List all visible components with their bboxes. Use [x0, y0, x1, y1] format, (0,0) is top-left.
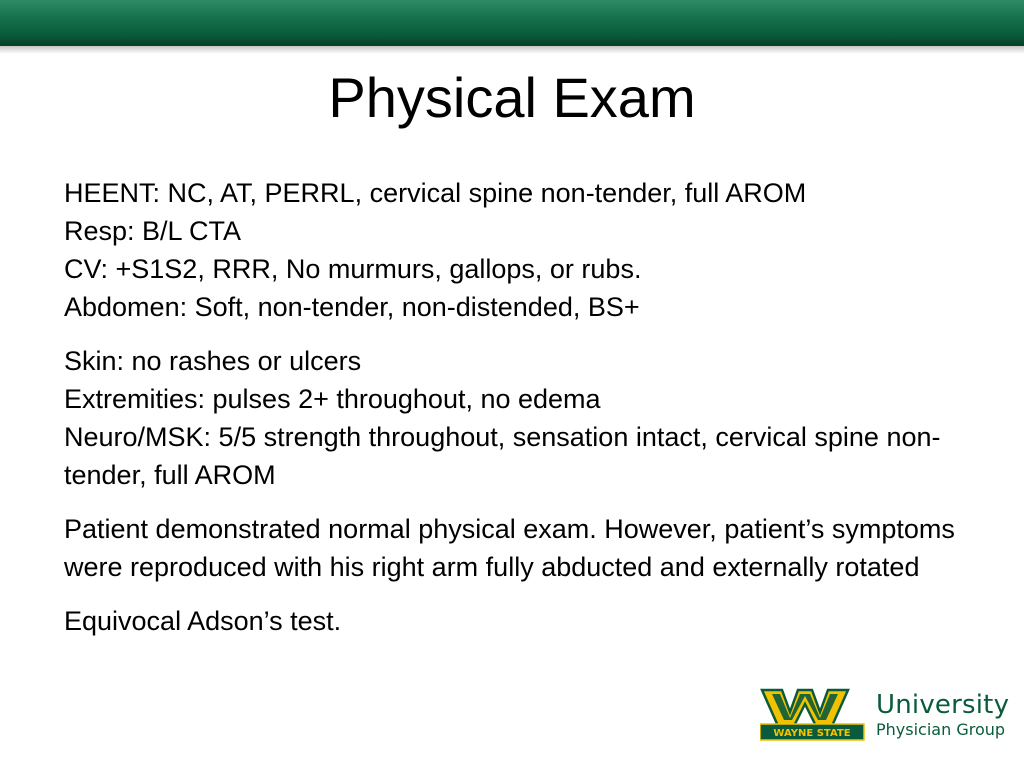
wayne-state-w-icon [760, 686, 866, 746]
resp-line: Resp: B/L CTA [64, 216, 242, 246]
logo-wordmark [876, 690, 1009, 740]
logo-physician-group: Physician Group [876, 720, 1006, 739]
exam-summary-paragraph: Patient demonstrated normal physical exam. However, patient’s symptoms were reproduced with his right arm fully abducted and externally rotated [64, 514, 955, 582]
abdomen-line: Abdomen: Soft, non-tender, non-distended, BS+ [64, 292, 640, 322]
heent-line: HEENT: NC, AT, PERRL, cervical spine non-tender, full AROM [64, 178, 807, 208]
extremities-line: Extremities: pulses 2+ throughout, no edema [64, 384, 601, 414]
adson-test-paragraph: Equivocal Adson’s test. [64, 606, 342, 636]
exam-findings-group-2 [64, 342, 974, 494]
header-bar-shadow [0, 46, 1024, 54]
cv-line: CV: +S1S2, RRR, No murmurs, gallops, or rubs. [64, 254, 642, 284]
university-physician-group-logo [760, 686, 1010, 746]
slide-title: Physical Exam [328, 66, 696, 129]
wayne-state-banner-text: WAYNE STATE [773, 728, 851, 739]
slide-body [64, 174, 974, 656]
logo-university: University [876, 690, 1010, 720]
exam-findings-group-1 [64, 174, 974, 326]
neuro-msk-line: Neuro/MSK: 5/5 strength throughout, sensation intact, cervical spine non-tender, full AROM [64, 422, 941, 490]
header-bar [0, 0, 1024, 46]
skin-line: Skin: no rashes or ulcers [64, 346, 362, 376]
